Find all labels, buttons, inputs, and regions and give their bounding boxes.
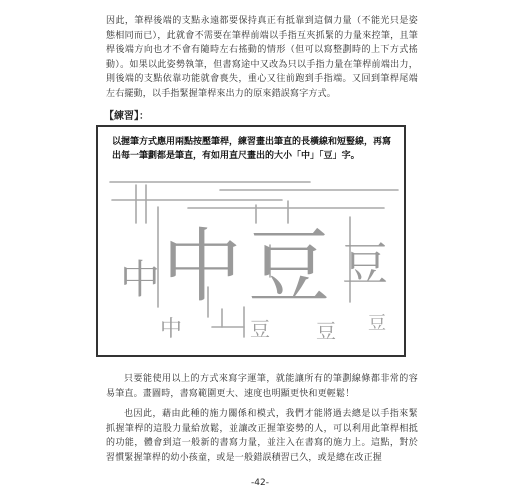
intro-paragraph: 因此，筆桿後端的支點永遠都要保持真正有抵靠到這個力量（不能光只是姿態相同而已），此就會不需要在筆桿前端以手指互夾抓緊的力量來控筆，且筆桿後端方向也才不會有隨時左右搖動的情形（但可以寫整劃時的上下方式搖動）。如果以此姿勢執筆，但書寫途中又改為只以手指力量在筆桿前端出力，則後端的支點依靠功能就會喪失，重心又往前跑到手指端。又回到筆桿尾端左右擺動，以手指緊握筆桿來出力的原來錯誤寫字方式。	[106, 16, 418, 99]
outro-text	[106, 372, 418, 471]
practice-char-zhong: 中	[120, 257, 160, 303]
instruction-suffix: 」字。	[332, 151, 360, 161]
outro-paragraph: 也因此，藉由此種的施力關係和模式，我們才能將過去總是以手指來緊抓握筆桿的這股力量給放鬆，並讓改正握筆姿勢的人，可以利用此筆桿相抵的功能，體會到這一般新的書寫力量，並注入在書寫的施力上。這點，對於習慣緊握筆桿的幼小孩童，或是一般錯誤積習已久，或是總在改正握	[106, 409, 418, 463]
intro-text	[106, 14, 418, 101]
instruction-char-zhong: 中	[301, 151, 311, 161]
practice-char-dou-large: 豆	[248, 220, 331, 315]
instruction-mid: 」「	[310, 151, 324, 161]
practice-char-zhong-small: 中	[160, 317, 183, 342]
exercise-box	[96, 125, 406, 357]
page-number: -42-	[251, 478, 269, 488]
practice-char-zhong-large: 中	[162, 220, 242, 313]
practice-char-dou-small: 豆	[316, 319, 336, 343]
instruction-prefix: 以握筆方式應用兩點按壓筆桿，練習畫出筆直的長橫線和短豎線，再寫出每一筆劃都是筆直，有如用直尺畫出的大小「	[112, 137, 392, 161]
practice-char-dou-small: 豆	[368, 313, 386, 334]
instruction-char-dou: 豆	[323, 151, 333, 161]
practice-char-dou: 豆	[342, 237, 388, 291]
practice-char-dou-small: 豆	[250, 317, 270, 341]
exercise-heading: 【練習】：	[104, 111, 149, 122]
outro-paragraph: 只要能使用以上的方式來寫字運筆，就能讓所有的筆劃線條都非常的容易筆直。畫圖時，書寫範圍更大、速度也明顯更快和更輕鬆！	[106, 374, 418, 399]
